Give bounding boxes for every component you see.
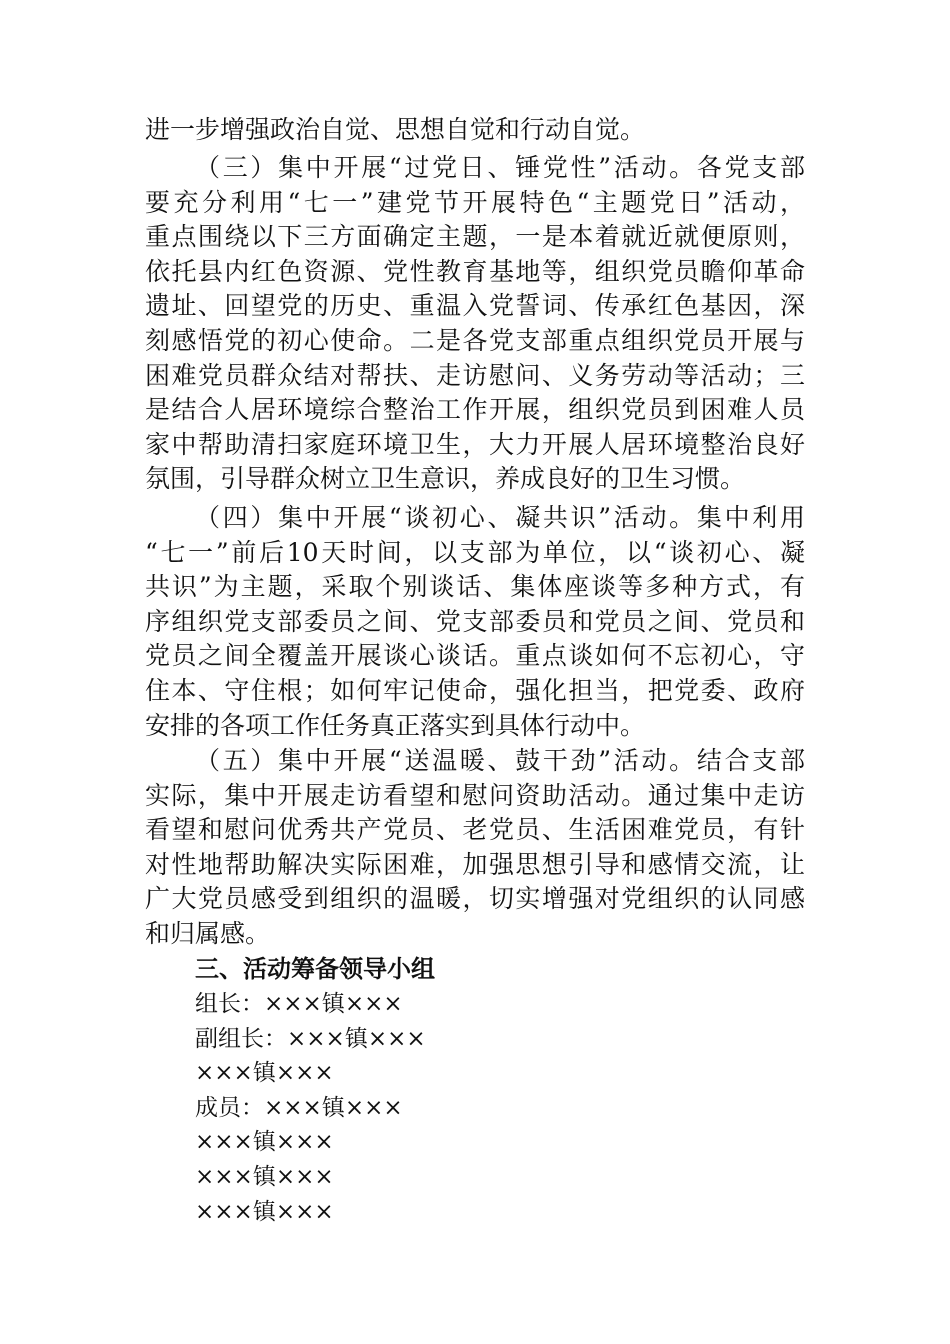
section-heading-text: 三、活动筹备领导小组 xyxy=(195,955,435,983)
text-line: 家中帮助清扫家庭环境卫生，大力开展人居环境整治良好 xyxy=(145,429,805,459)
text-line: （四）集中开展“谈初心、凝共识”活动。集中利用 xyxy=(195,503,805,532)
roster-members: 成员：×××镇××× xyxy=(195,1094,403,1121)
text-line: 依托县内红色资源、党性教育基地等，组织党员瞻仰革命 xyxy=(145,256,805,286)
text-line: 是结合人居环境综合整治工作开展，组织党员到困难人员 xyxy=(145,395,805,425)
text-line: 看望和慰问优秀共产党员、老党员、生活困难党员，有针 xyxy=(145,815,805,845)
text-line: 党员之间全覆盖开展谈心谈话。重点谈如何不忘初心，守 xyxy=(145,641,805,671)
text-line: 氛围，引导群众树立卫生意识，养成良好的卫生习惯。 xyxy=(145,464,746,494)
paragraph-item-4 xyxy=(145,501,805,743)
text-line: 广大党员感受到组织的温暖，切实增强对党组织的认同感 xyxy=(145,884,805,914)
roster-leader: 组长：×××镇××× xyxy=(195,991,403,1017)
section-heading xyxy=(145,952,805,987)
text-line: 序组织党支部委员之间、党支部委员和党员之间、党员和 xyxy=(145,606,805,636)
text-line: 和归属感。 xyxy=(145,918,271,948)
text-line: 刻感悟党的初心使命。二是各党支部重点组织党员开展与 xyxy=(145,325,805,355)
roster-entry: ×××镇××× xyxy=(195,1198,334,1225)
text-line: （三）集中开展“过党日、锤党性”活动。各党支部 xyxy=(195,153,805,182)
roster-list xyxy=(145,987,805,1229)
roster-entry: ×××镇××× xyxy=(195,1060,334,1087)
roster-entry: ×××镇××× xyxy=(195,1163,334,1190)
paragraph-item-3 xyxy=(145,151,805,497)
paragraph-item-5 xyxy=(145,744,805,952)
text-line: 对性地帮助解决实际困难，加强思想引导和感情交流，让 xyxy=(145,849,805,879)
paragraph-continuation xyxy=(145,113,805,148)
text-line: 困难党员群众结对帮扶、走访慰问、义务劳动等活动；三 xyxy=(145,360,805,390)
roster-deputy-leader: 副组长：×××镇××× xyxy=(195,1025,426,1052)
text-line: 住本、守住根；如何牢记使命，强化担当，把党委、政府 xyxy=(145,675,805,705)
text-line: 安排的各项工作任务真正落实到具体行动中。 xyxy=(145,710,646,740)
text-line: “七一”前后10天时间，以支部为单位，以“谈初心、凝 xyxy=(145,537,805,567)
text-line: 实际，集中开展走访看望和慰问资助活动。通过集中走访 xyxy=(145,780,805,810)
text-line: 重点围绕以下三方面确定主题，一是本着就近就便原则， xyxy=(145,222,805,252)
text-line: 要充分利用“七一”建党节开展特色“主题党日”活动， xyxy=(145,187,805,217)
text-line: 进一步增强政治自觉、思想自觉和行动自觉。 xyxy=(145,115,646,144)
text-line: （五）集中开展“送温暖、鼓干劲”活动。结合支部 xyxy=(195,746,805,775)
text-line: 遗址、回望党的历史、重温入党誓词、传承红色基因，深 xyxy=(145,291,805,321)
text-line: 共识”为主题，采取个别谈话、集体座谈等多种方式，有 xyxy=(145,572,805,602)
roster-entry: ×××镇××× xyxy=(195,1129,334,1156)
